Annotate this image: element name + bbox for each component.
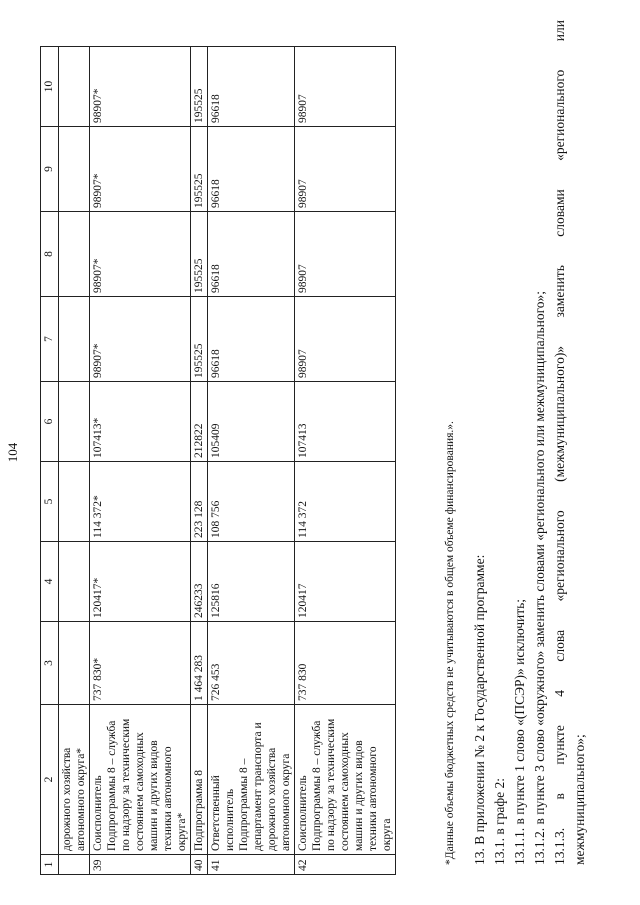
table-row [208,47,295,875]
value-cell: 96618 [208,127,295,212]
row-number: 39 [90,855,191,875]
amendment-line-3: 13.1.1. в пункте 1 слово «(ПСЭР)» исключить; [512,598,527,865]
description-line: исполнитель [224,788,237,851]
value-cell [59,47,90,127]
amendment-word: или [552,20,567,42]
value-cell: 105409 [208,382,295,462]
description-line: по надзору за техническим [120,718,133,851]
value-cell: 195525 [191,127,208,212]
description-line: Соисполнитель [92,775,105,851]
value-cell: 223 128 [191,462,208,542]
amendment-line-2: 13.1. в графе 2: [492,777,507,865]
description-line: Подпрограммы 8 – служба [311,720,324,851]
amendment-word: «регионального [552,69,567,161]
column-number: 6 [41,382,59,462]
value-cell: 120417* [90,542,191,622]
column-number: 1 [41,855,59,875]
column-number: 2 [41,705,59,855]
value-cell [59,127,90,212]
row-description [59,705,90,855]
page-number: 104 [5,442,20,463]
column-number: 10 [41,47,59,127]
description-line: Ответственный [210,775,223,851]
row-number: 40 [191,855,208,875]
amendment-word: словами [552,189,567,237]
value-cell: 98907 [295,47,396,127]
value-cell: 98907* [90,297,191,382]
amendment-word: заменить [552,265,567,318]
column-number: 4 [41,542,59,622]
description-line: техники автономного [367,746,380,851]
amendment-line-6: межмуниципального»; [572,734,587,865]
value-cell: 195525 [191,297,208,382]
value-cell: 114 372 [295,462,396,542]
value-cell: 98907 [295,212,396,297]
value-cell: 98907 [295,297,396,382]
description-line: состоянием самоходных [339,732,352,851]
description-line: дорожного хозяйства [61,747,73,851]
value-cell: 195525 [191,47,208,127]
table-row [59,47,90,875]
column-number: 5 [41,462,59,542]
amendment-word: (межмуниципального)» [552,345,567,482]
description-line: машин и других видов [353,740,366,851]
row-description [295,705,396,855]
value-cell [59,212,90,297]
value-cell: 246233 [191,542,208,622]
amendment-word: 4 [552,690,567,697]
value-cell: 98907* [90,212,191,297]
value-cell: 195525 [191,212,208,297]
amendment-line-4: 13.1.2. в пункте 3 слово «окружного» заменить словами «регионального или межмуниципального»; [532,290,547,865]
value-cell: 98907 [295,127,396,212]
value-cell: 726 453 [208,622,295,705]
value-cell: 125816 [208,542,295,622]
table-row [295,47,396,875]
value-cell: 114 372* [90,462,191,542]
row-description [90,705,191,855]
value-cell: 737 830* [90,622,191,705]
description-line: Подпрограммы 8 – [238,758,251,851]
value-cell: 1 464 283 [191,622,208,705]
footnote: *Данные объемы бюджетных средств не учитываются в общем объеме финансирования.». [444,421,456,865]
table-row [191,47,208,875]
description-line: по надзору за техническим [325,718,338,851]
value-cell [59,622,90,705]
description-line: дорожного хозяйства [266,747,279,851]
amendment-word: пункте [552,725,567,765]
amendment-word: 13.1.3. [552,827,567,865]
column-number-row [41,47,59,875]
column-number: 8 [41,212,59,297]
value-cell: 108 756 [208,462,295,542]
amendment-line-5 [550,20,570,865]
row-number: 41 [208,855,295,875]
value-cell: 212822 [191,382,208,462]
amendment-line-1: 13. В приложении № 2 к Государственной программе: [472,554,487,865]
value-cell: 120417 [295,542,396,622]
amendment-word: «регионального [552,510,567,602]
description-line: машин и других видов [148,740,161,851]
description-line: состоянием самоходных [134,732,147,851]
row-number: 42 [295,855,396,875]
column-number: 3 [41,622,59,705]
amendments-text [470,20,590,865]
value-cell [59,382,90,462]
description-line: автономного округа* [75,747,88,851]
value-cell: 98907* [90,47,191,127]
value-cell [59,297,90,382]
amendment-word: в [552,793,567,800]
column-number: 7 [41,297,59,382]
description-line: Соисполнитель [297,775,310,851]
value-cell [59,462,90,542]
description-line: округа* [176,812,189,851]
value-cell: 98907* [90,127,191,212]
row-description [208,705,295,855]
description-line: техники автономного [162,746,175,851]
description-line: автономного округа [280,753,293,851]
description-line: Подпрограммы 8 – служба [106,720,119,851]
value-cell: 107413* [90,382,191,462]
description-line: департамент транспорта и [252,722,265,851]
value-cell: 107413 [295,382,396,462]
value-cell: 96618 [208,47,295,127]
table-row [90,47,191,875]
column-number: 9 [41,127,59,212]
value-cell: 96618 [208,212,295,297]
row-description [191,705,208,855]
amendment-word: слова [552,629,567,662]
value-cell [59,542,90,622]
row-number [59,855,90,875]
value-cell: 737 830 [295,622,396,705]
description-line: Подпрограмма 8 [193,769,206,851]
description-line: округа [381,818,394,851]
value-cell: 96618 [208,297,295,382]
budget-table [40,46,396,875]
